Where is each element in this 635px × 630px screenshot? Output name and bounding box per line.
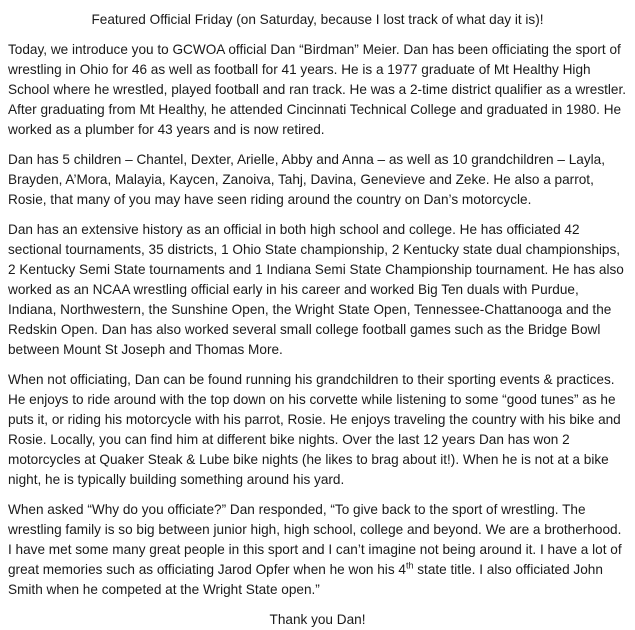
paragraph-hobbies: When not officiating, Dan can be found running his grandchildren to their sporting events & practices. He enjoys to ride around with the top down on his corvette while listening to some “good tunes” as he puts it, or riding his motorcycle with his parrot, Rosie. He enjoys traveling the country with his bike and Rosie. Locally, you can find him at different bike nights. Over the last 12 years Dan has won 2 motorcycles at Quaker Steak & Lube bike nights (he likes to brag about it!). When he is not at a bike night, he is typically building something around his yard. — [8, 372, 621, 487]
paragraph-family: Dan has 5 children – Chantel, Dexter, Arielle, Abby and Anna – as well as 10 grandchildren – Layla, Brayden, A’Mora, Malayia, Kaycen, Zanoiva, Tahj, Davina, Genevieve and Zeke. He also a parrot, Rosie, that many of you may have seen riding around the country on Dan’s motorcycle. — [8, 152, 605, 207]
document-title: Featured Official Friday (on Saturday, because I lost track of what day it is)! — [91, 12, 544, 27]
closing-line: Thank you Dan! — [269, 612, 366, 627]
quote-text-before: When asked “Why do you officiate?” Dan responded, “To give back to the sport of wrestling. The wrestling family is so big between junior high, high school, college and beyond. We are a brotherhood. I have met some many great people in this sport and I can’t imagine not being around it. I have a lot of great memories such as officiating Jarod Opfer when he won his 4 — [8, 502, 622, 577]
paragraph-officiating-history: Dan has an extensive history as an official in both high school and college. He has officiated 42 sectional tournaments, 35 districts, 1 Ohio State championship, 2 Kentucky state dual championships, 2 Kentucky Semi State tournaments and 1 Indiana Semi State Championship tournament. He has also worked as an NCAA wrestling official early in his career and worked Big Ten duals with Purdue, Indiana, Northwestern, the Sunshine Open, the Wright State Open, Tennessee-Chattanooga and the Redskin Open. Dan has also worked several small college football games such as the Bridge Bowl between Mount St Joseph and Thomas More. — [8, 222, 624, 357]
paragraph-why-officiate — [8, 500, 627, 600]
paragraph-introduction: Today, we introduce you to GCWOA official Dan “Birdman” Meier. Dan has been officiating the sport of wrestling in Ohio for 46 as well as football for 41 years. He is a 1977 graduate of Mt Healthy High School where he wrestled, played football and ran track. He was a 2-time district qualifier as a wrestler. After graduating from Mt Healthy, he attended Cincinnati Technical College and graduated in 1980. He worked as a plumber for 43 years and is now retired. — [8, 42, 627, 137]
quote-text-after: state title. I also officiated John Smith when he competed at the Wright State open.” — [8, 562, 603, 597]
ordinal-superscript: th — [405, 560, 414, 571]
